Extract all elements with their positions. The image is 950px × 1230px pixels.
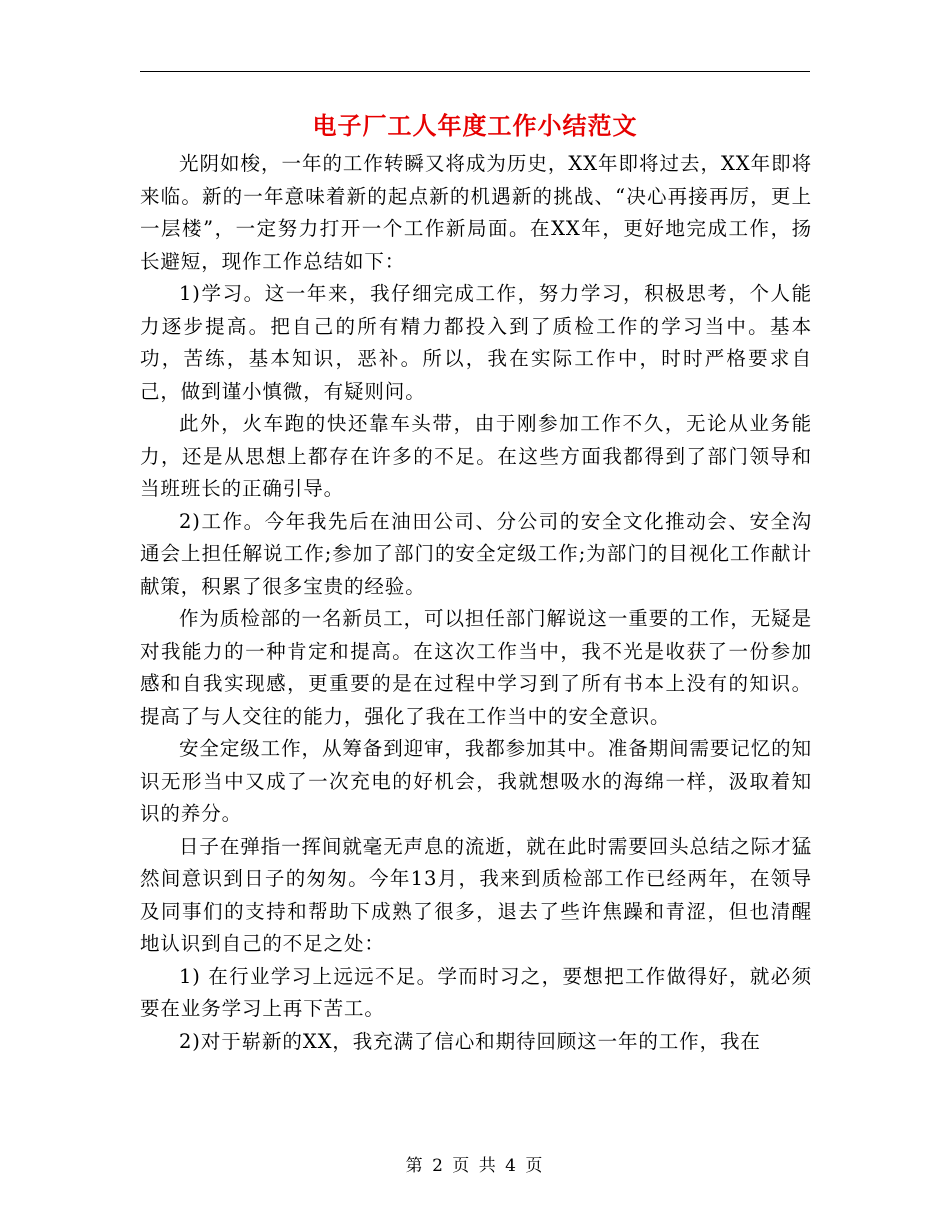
paragraph-4: 2)工作。今年我先后在油田公司、分公司的安全文化推动会、安全沟通会上担任解说工作;参加了部门的安全定级工作;为部门的目视化工作献计献策，积累了很多宝贵的经验。 bbox=[140, 509, 812, 598]
paragraph-6: 安全定级工作，从筹备到迎审，我都参加其中。准备期间需要记忆的知识无形当中又成了一次充电的好机会，我就想吸水的海绵一样，汲取着知识的养分。 bbox=[140, 737, 812, 825]
document-title: 电子厂工人年度工作小结范文 bbox=[312, 111, 638, 140]
header-rule bbox=[140, 71, 810, 72]
paragraph-5: 作为质检部的一名新员工，可以担任部门解说这一重要的工作，无疑是对我能力的一种肯定和提高。在这次工作当中，我不光是收获了一份参加感和自我实现感，更重要的是在过程中学习到了所有书本上没有的知识。提高了与人交往的能力，强化了我在工作当中的安全意识。 bbox=[140, 607, 812, 728]
paragraph-1: 光阴如梭，一年的工作转瞬又将成为历史，XX年即将过去，XX年即将来临。新的一年意味着新的起点新的机遇新的挑战、“决心再接再厉，更上一层楼”，一定努力打开一个工作新局面。在XX年，更好地完成工作，扬长避短，现作工作总结如下： bbox=[140, 152, 812, 273]
page-number: 第 2 页 共 4 页 bbox=[405, 1156, 545, 1176]
paragraph-8: 1) 在行业学习上远远不足。学而时习之，要想把工作做得好，就必须要在业务学习上再下苦工。 bbox=[140, 964, 812, 1020]
paragraph-2: 1)学习。这一年来，我仔细完成工作，努力学习，积极思考，个人能力逐步提高。把自己的所有精力都投入到了质检工作的学习当中。基本功，苦练，基本知识，恶补。所以，我在实际工作中，时时严格要求自己，做到谨小慎微，有疑则问。 bbox=[140, 282, 812, 403]
paragraph-3: 此外，火车跑的快还靠车头带，由于刚参加工作不久，无论从业务能力，还是从思想上都存在许多的不足。在这些方面我都得到了部门领导和当班班长的正确引导。 bbox=[140, 412, 812, 500]
document-body bbox=[140, 148, 812, 1058]
paragraph-9: 2)对于崭新的XX，我充满了信心和期待回顾这一年的工作，我在 bbox=[179, 1029, 761, 1053]
paragraph-7: 日子在弹指一挥间就毫无声息的流逝，就在此时需要回头总结之际才猛然间意识到日子的匆匆。今年13月，我来到质检部工作已经两年，在领导及同事们的支持和帮助下成熟了很多，退去了些许焦躁和青涩，但也清醒地认识到自己的不足之处： bbox=[140, 834, 812, 955]
